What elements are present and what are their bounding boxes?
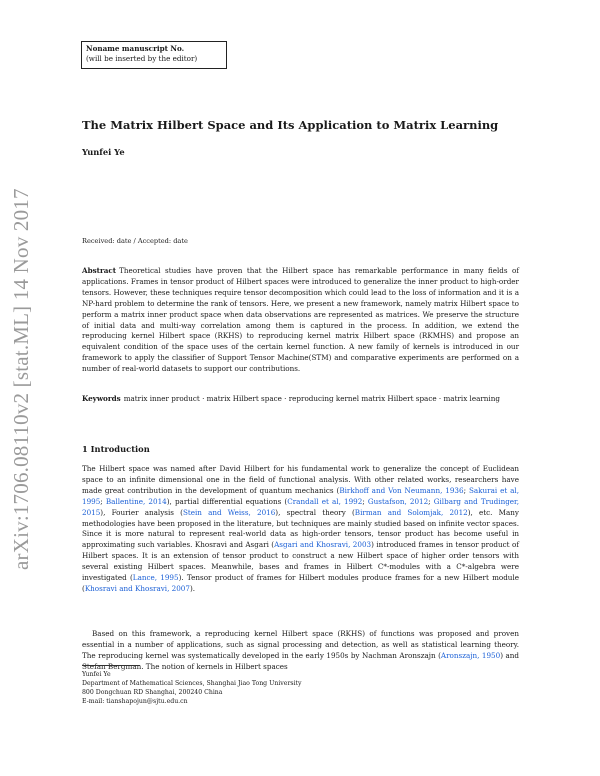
manuscript-line-1: Noname manuscript No. — [86, 44, 185, 53]
paper-title: The Matrix Hilbert Space and Its Application to Matrix Learning — [82, 118, 499, 132]
citation-link[interactable]: Asgari and Khosravi, 2003 — [274, 540, 372, 550]
abstract — [82, 266, 519, 375]
text-run: ), spectral theory ( — [275, 507, 355, 517]
received-date: Received: date / Accepted: date — [82, 237, 188, 245]
affiliation-address: 800 Dongchuan RD Shanghai, 200240 China — [82, 689, 223, 697]
text-run: ; — [463, 485, 469, 495]
section-heading: 1 Introduction — [82, 444, 150, 454]
text-run: ), etc. Many methodologies have been proposed in the literature, but techniques are mainly studied based on infinite vector spaces. Since it is more natural to represent real-world data as high-order tensors, tensor product has become useful in approximating such variables. Khosravi and Asgari ( — [82, 507, 519, 550]
text-run: ) introduced frames in tensor product of Hilbert spaces. It is an extension of tensor product to construct a new Hilbert space of higher order tensors with several existing Hilbert spaces. Meanwhile, bases and frames in Hilbert C*-modules with a C*-algebra were investigated ( — [82, 540, 519, 583]
affiliation-block — [82, 670, 302, 706]
text-run: ; — [428, 496, 434, 506]
intro-paragraph-1 — [82, 464, 519, 595]
affiliation-name: Yunfei Ye — [82, 671, 111, 678]
citation-link[interactable]: Gustafson, 2012 — [367, 496, 429, 506]
citation-link[interactable]: Khosravi and Khosravi, 2007 — [84, 583, 190, 593]
citation-link[interactable]: Aronszajn, 1950 — [440, 650, 501, 660]
manuscript-box — [81, 41, 227, 69]
keywords — [82, 394, 519, 405]
text-run: ) and Stefan Bergman. The notion of kernels in Hilbert spaces — [82, 650, 519, 671]
text-run: ). — [189, 583, 196, 593]
affiliation-email: E-mail: tianshapojun@sjtu.edu.cn — [82, 698, 188, 706]
text-run: ). Tensor product of frames for Hilbert modules produce frames for a new Hilbert module ( — [82, 573, 519, 593]
text-run: ; — [100, 496, 106, 506]
keywords-text: matrix inner product · matrix Hilbert space · reproducing kernel matrix Hilbert space · matrix learning — [123, 394, 500, 403]
abstract-label: Abstract — [82, 266, 117, 275]
arxiv-stamp: arXiv:1706.08110v2 [stat.ML] 14 Nov 2017 — [9, 188, 33, 570]
text-run: ; — [362, 496, 368, 506]
text-run: The Hilbert space was named after David Hilbert for his fundamental work to generalize the concept of Euclidean space to an infinite dimensional one in the field of functional analysis. With other related works, researchers have made great contribution in the development of quantum mechanics ( — [82, 464, 519, 495]
text-run: ), Fourier analysis ( — [100, 507, 183, 517]
affiliation-dept: Department of Mathematical Sciences, Shanghai Jiao Tong University — [82, 680, 302, 688]
text-run: ), partial differential equations ( — [166, 496, 288, 506]
abstract-text: Theoretical studies have proven that the Hilbert space has remarkable performance in many fields of applications. Frames in tensor product of Hilbert spaces were introduced to generalize the inner product to high-order tensors. However, these techniques require tensor decomposition which could lead to the loss of information and it is a NP-hard problem to determine the rank of tensors. Here, we present a new framework, namely matrix Hilbert space to perform a matrix inner product space when data observations are represented as matrices. We preserve the structure of initial data and multi-way correlation among them is captured in the process. In addition, we extend the reproducing kernel Hilbert space (RKHS) to reproducing kernel matrix Hilbert space (RKMHS) and propose an equivalent condition of the space uses of the certain kernel function. A new family of kernels is introduced in our framework to apply the classifier of Support Tensor Machine(STM) and comparative experiments are performed on a number of real-world datasets to support our contributions. — [82, 266, 519, 374]
intro-paragraph-2 — [82, 629, 519, 673]
citation-link[interactable]: Crandall et al, 1992 — [287, 496, 363, 506]
citation-link[interactable]: Birman and Solomjak, 2012 — [354, 507, 468, 517]
citation-link[interactable]: Sakurai et al, 1995 — [82, 485, 520, 506]
keywords-label: Keywords — [82, 394, 121, 403]
citation-link[interactable]: Ballentine, 2014 — [105, 496, 167, 506]
manuscript-line-2: (will be inserted by the editor) — [86, 54, 198, 63]
citation-link[interactable]: Gilbarg and Trudinger, 2015 — [82, 496, 519, 517]
citation-link[interactable]: Birkhoff and Von Neumann, 1936 — [339, 485, 464, 495]
citation-link[interactable]: Stein and Weiss, 2016 — [182, 507, 276, 517]
citation-link[interactable]: Lance, 1995 — [132, 573, 179, 583]
footnote-rule — [82, 665, 140, 666]
author-name: Yunfei Ye — [82, 147, 125, 157]
text-run: Based on this framework, a reproducing kernel Hilbert space (RKHS) of functions was proposed and proven essential in a number of applications, such as signal processing and detection, as well as statistical learning theory. The reproducing kernel was systematically developed in the early 1950s by Nachman Aronszajn ( — [82, 629, 519, 660]
